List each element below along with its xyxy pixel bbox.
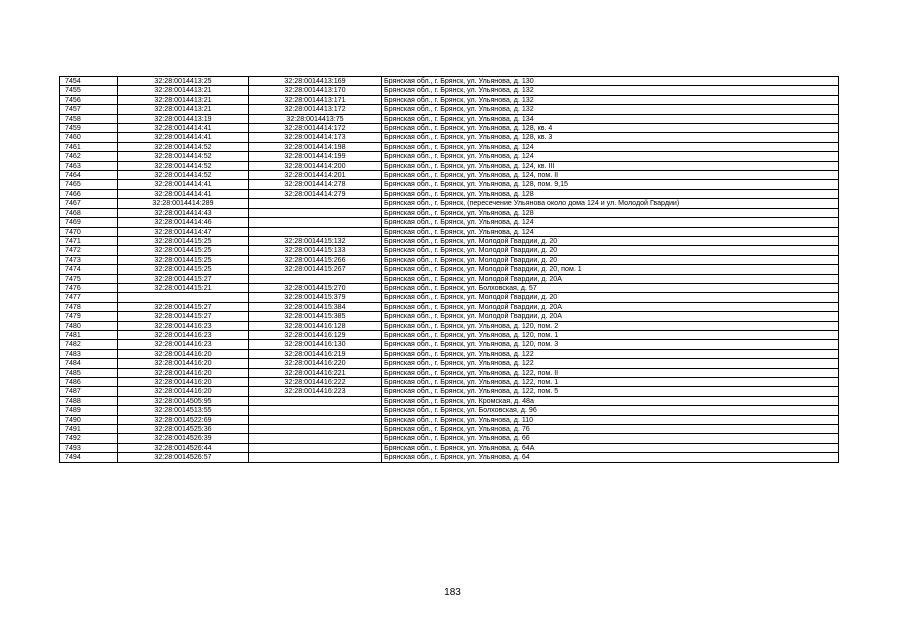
parcel-cadastral-number-cell: 32:28:0014414:41 — [118, 180, 249, 189]
row-number-cell: 7458 — [60, 114, 118, 123]
address-cell: Брянская обл., г. Брянск, ул. Кромская, д. 48а — [382, 396, 839, 405]
address-cell: Брянская обл., г. Брянск, ул. Ульянова, д. 128, пом. 9,15 — [382, 180, 839, 189]
address-cell: Брянская обл., г. Брянск, (пересечение Ульянова около дома 124 и ул. Молодой Гвардии) — [382, 199, 839, 208]
table-row — [60, 349, 839, 358]
address-cell: Брянская обл., г. Брянск, ул. Ульянова, д. 122 — [382, 359, 839, 368]
table-row — [60, 171, 839, 180]
parcel-cadastral-number-cell: 32:28:0014505:95 — [118, 396, 249, 405]
object-cadastral-number-cell: 32:28:0014414:173 — [249, 133, 382, 142]
row-number-cell: 7473 — [60, 255, 118, 264]
object-cadastral-number-cell: 32:28:0014415:132 — [249, 236, 382, 245]
row-number-cell: 7467 — [60, 199, 118, 208]
table-row — [60, 434, 839, 443]
object-cadastral-number-cell: 32:28:0014416:219 — [249, 349, 382, 358]
row-number-cell: 7455 — [60, 86, 118, 95]
object-cadastral-number-cell: 32:28:0014414:172 — [249, 124, 382, 133]
object-cadastral-number-cell: 32:28:0014415:384 — [249, 302, 382, 311]
parcel-cadastral-number-cell: 32:28:0014416:23 — [118, 330, 249, 339]
table-row — [60, 443, 839, 452]
address-cell: Брянская обл., г. Брянск, ул. Ульянова, д. 124, пом. II — [382, 171, 839, 180]
row-number-cell: 7494 — [60, 453, 118, 462]
row-number-cell: 7475 — [60, 274, 118, 283]
parcel-cadastral-number-cell: 32:28:0014415:27 — [118, 302, 249, 311]
parcel-cadastral-number-cell: 32:28:0014526:39 — [118, 434, 249, 443]
table-row — [60, 142, 839, 151]
parcel-cadastral-number-cell: 32:28:0014416:20 — [118, 359, 249, 368]
address-cell: Брянская обл., г. Брянск, ул. Ульянова, д. 128, кв. 4 — [382, 124, 839, 133]
address-cell: Брянская обл., г. Брянск, ул. Ульянова, д. 120, пом. 2 — [382, 321, 839, 330]
parcel-cadastral-number-cell: 32:28:0014413:25 — [118, 77, 249, 86]
row-number-cell: 7457 — [60, 105, 118, 114]
parcel-cadastral-number-cell: 32:28:0014415:27 — [118, 274, 249, 283]
object-cadastral-number-cell — [249, 199, 382, 208]
object-cadastral-number-cell — [249, 425, 382, 434]
table-row — [60, 255, 839, 264]
object-cadastral-number-cell: 32:28:0014414:200 — [249, 161, 382, 170]
table-row — [60, 114, 839, 123]
address-cell: Брянская обл., г. Брянск, ул. Ульянова, д. 132 — [382, 86, 839, 95]
parcel-cadastral-number-cell: 32:28:0014414:41 — [118, 189, 249, 198]
address-cell: Брянская обл., г. Брянск, ул. Молодой Гвардии, д. 20 — [382, 246, 839, 255]
table-row — [60, 293, 839, 302]
table-row — [60, 133, 839, 142]
object-cadastral-number-cell: 32:28:0014413:75 — [249, 114, 382, 123]
parcel-cadastral-number-cell: 32:28:0014413:21 — [118, 105, 249, 114]
row-number-cell: 7479 — [60, 312, 118, 321]
row-number-cell: 7471 — [60, 236, 118, 245]
object-cadastral-number-cell — [249, 218, 382, 227]
parcel-cadastral-number-cell: 32:28:0014414:41 — [118, 133, 249, 142]
parcel-cadastral-number-cell: 32:28:0014415:25 — [118, 236, 249, 245]
object-cadastral-number-cell: 32:28:0014414:198 — [249, 142, 382, 151]
address-cell: Брянская обл., г. Брянск, ул. Молодой Гвардии, д. 20А — [382, 274, 839, 283]
address-cell: Брянская обл., г. Брянск, ул. Ульянова, д. 124, кв. III — [382, 161, 839, 170]
table-row — [60, 105, 839, 114]
address-cell: Брянская обл., г. Брянск, ул. Ульянова, д. 128 — [382, 189, 839, 198]
object-cadastral-number-cell: 32:28:0014416:220 — [249, 359, 382, 368]
address-cell: Брянская обл., г. Брянск, ул. Болховская, д. 57 — [382, 283, 839, 292]
parcel-cadastral-number-cell: 32:28:0014513:55 — [118, 406, 249, 415]
object-cadastral-number-cell — [249, 208, 382, 217]
object-cadastral-number-cell: 32:28:0014416:130 — [249, 340, 382, 349]
parcel-cadastral-number-cell: 32:28:0014415:25 — [118, 265, 249, 274]
parcel-cadastral-number-cell: 32:28:0014414:46 — [118, 218, 249, 227]
parcel-cadastral-number-cell: 32:28:0014415:25 — [118, 255, 249, 264]
parcel-cadastral-number-cell: 32:28:0014414:52 — [118, 142, 249, 151]
parcel-cadastral-number-cell: 32:28:0014416:23 — [118, 340, 249, 349]
row-number-cell: 7460 — [60, 133, 118, 142]
address-cell: Брянская обл., г. Брянск, ул. Молодой Гвардии, д. 20А — [382, 312, 839, 321]
row-number-cell: 7486 — [60, 378, 118, 387]
table-row — [60, 425, 839, 434]
parcel-cadastral-number-cell: 32:28:0014414:41 — [118, 124, 249, 133]
object-cadastral-number-cell: 32:28:0014416:222 — [249, 378, 382, 387]
row-number-cell: 7474 — [60, 265, 118, 274]
object-cadastral-number-cell: 32:28:0014415:379 — [249, 293, 382, 302]
table-row — [60, 453, 839, 462]
row-number-cell: 7482 — [60, 340, 118, 349]
table-row — [60, 368, 839, 377]
object-cadastral-number-cell — [249, 396, 382, 405]
row-number-cell: 7472 — [60, 246, 118, 255]
object-cadastral-number-cell — [249, 443, 382, 452]
table-row — [60, 208, 839, 217]
parcel-cadastral-number-cell: 32:28:0014416:20 — [118, 387, 249, 396]
address-cell: Брянская обл., г. Брянск, ул. Ульянова, д. 128, кв. 3 — [382, 133, 839, 142]
object-cadastral-number-cell: 32:28:0014413:170 — [249, 86, 382, 95]
object-cadastral-number-cell: 32:28:0014415:270 — [249, 283, 382, 292]
row-number-cell: 7463 — [60, 161, 118, 170]
table-row — [60, 378, 839, 387]
table-row — [60, 124, 839, 133]
object-cadastral-number-cell: 32:28:0014415:267 — [249, 265, 382, 274]
table-row — [60, 330, 839, 339]
table-row — [60, 396, 839, 405]
table-row — [60, 199, 839, 208]
object-cadastral-number-cell — [249, 453, 382, 462]
parcel-cadastral-number-cell — [118, 293, 249, 302]
table-row — [60, 189, 839, 198]
parcel-cadastral-number-cell: 32:28:0014525:36 — [118, 425, 249, 434]
table-row — [60, 86, 839, 95]
registry-table-body — [60, 77, 839, 463]
row-number-cell: 7465 — [60, 180, 118, 189]
address-cell: Брянская обл., г. Брянск, ул. Ульянова, д. 132 — [382, 95, 839, 104]
row-number-cell: 7483 — [60, 349, 118, 358]
address-cell: Брянская обл., г. Брянск, ул. Ульянова, д. 124 — [382, 227, 839, 236]
table-row — [60, 312, 839, 321]
row-number-cell: 7489 — [60, 406, 118, 415]
object-cadastral-number-cell: 32:28:0014415:385 — [249, 312, 382, 321]
object-cadastral-number-cell: 32:28:0014414:201 — [249, 171, 382, 180]
parcel-cadastral-number-cell: 32:28:0014413:19 — [118, 114, 249, 123]
parcel-cadastral-number-cell: 32:28:0014526:57 — [118, 453, 249, 462]
parcel-cadastral-number-cell: 32:28:0014413:21 — [118, 95, 249, 104]
object-cadastral-number-cell — [249, 274, 382, 283]
address-cell: Брянская обл., г. Брянск, ул. Ульянова, д. 132 — [382, 105, 839, 114]
row-number-cell: 7462 — [60, 152, 118, 161]
address-cell: Брянская обл., г. Брянск, ул. Ульянова, д. 124 — [382, 152, 839, 161]
row-number-cell: 7487 — [60, 387, 118, 396]
object-cadastral-number-cell: 32:28:0014416:223 — [249, 387, 382, 396]
object-cadastral-number-cell — [249, 434, 382, 443]
table-row — [60, 152, 839, 161]
object-cadastral-number-cell: 32:28:0014415:266 — [249, 255, 382, 264]
address-cell: Брянская обл., г. Брянск, ул. Болховская, д. 96 — [382, 406, 839, 415]
registry-table — [59, 76, 839, 463]
page-number: 183 — [444, 587, 461, 598]
address-cell: Брянская обл., г. Брянск, ул. Ульянова, д. 122, пом. 5 — [382, 387, 839, 396]
parcel-cadastral-number-cell: 32:28:0014414:43 — [118, 208, 249, 217]
row-number-cell: 7469 — [60, 218, 118, 227]
address-cell: Брянская обл., г. Брянск, ул. Ульянова, д. 120, пом. 3 — [382, 340, 839, 349]
table-row — [60, 283, 839, 292]
row-number-cell: 7476 — [60, 283, 118, 292]
address-cell: Брянская обл., г. Брянск, ул. Ульянова, д. 122 — [382, 349, 839, 358]
parcel-cadastral-number-cell: 32:28:0014414:52 — [118, 152, 249, 161]
table-row — [60, 359, 839, 368]
table-row — [60, 340, 839, 349]
row-number-cell: 7456 — [60, 95, 118, 104]
parcel-cadastral-number-cell: 32:28:0014415:21 — [118, 283, 249, 292]
row-number-cell: 7480 — [60, 321, 118, 330]
parcel-cadastral-number-cell: 32:28:0014522:69 — [118, 415, 249, 424]
row-number-cell: 7464 — [60, 171, 118, 180]
object-cadastral-number-cell: 32:28:0014416:221 — [249, 368, 382, 377]
object-cadastral-number-cell: 32:28:0014415:133 — [249, 246, 382, 255]
row-number-cell: 7484 — [60, 359, 118, 368]
row-number-cell: 7485 — [60, 368, 118, 377]
object-cadastral-number-cell: 32:28:0014414:278 — [249, 180, 382, 189]
parcel-cadastral-number-cell: 32:28:0014416:20 — [118, 378, 249, 387]
address-cell: Брянская обл., г. Брянск, ул. Ульянова, д. 122, пом. II — [382, 368, 839, 377]
table-row — [60, 236, 839, 245]
object-cadastral-number-cell — [249, 415, 382, 424]
address-cell: Брянская обл., г. Брянск, ул. Ульянова, д. 64А — [382, 443, 839, 452]
object-cadastral-number-cell: 32:28:0014416:128 — [249, 321, 382, 330]
object-cadastral-number-cell — [249, 406, 382, 415]
object-cadastral-number-cell: 32:28:0014413:172 — [249, 105, 382, 114]
row-number-cell: 7454 — [60, 77, 118, 86]
address-cell: Брянская обл., г. Брянск, ул. Ульянова, д. 76 — [382, 425, 839, 434]
address-cell: Брянская обл., г. Брянск, ул. Молодой Гвардии, д. 20 — [382, 236, 839, 245]
object-cadastral-number-cell: 32:28:0014414:279 — [249, 189, 382, 198]
row-number-cell: 7470 — [60, 227, 118, 236]
row-number-cell: 7466 — [60, 189, 118, 198]
table-row — [60, 406, 839, 415]
object-cadastral-number-cell: 32:28:0014413:171 — [249, 95, 382, 104]
table-row — [60, 218, 839, 227]
parcel-cadastral-number-cell: 32:28:0014526:44 — [118, 443, 249, 452]
table-row — [60, 180, 839, 189]
table-row — [60, 246, 839, 255]
table-row — [60, 302, 839, 311]
table-row — [60, 77, 839, 86]
table-row — [60, 265, 839, 274]
parcel-cadastral-number-cell: 32:28:0014415:25 — [118, 246, 249, 255]
row-number-cell: 7468 — [60, 208, 118, 217]
row-number-cell: 7493 — [60, 443, 118, 452]
address-cell: Брянская обл., г. Брянск, ул. Молодой Гвардии, д. 20 — [382, 255, 839, 264]
parcel-cadastral-number-cell: 32:28:0014414:47 — [118, 227, 249, 236]
row-number-cell: 7461 — [60, 142, 118, 151]
parcel-cadastral-number-cell: 32:28:0014413:21 — [118, 86, 249, 95]
address-cell: Брянская обл., г. Брянск, ул. Ульянова, д. 66 — [382, 434, 839, 443]
address-cell: Брянская обл., г. Брянск, ул. Молодой Гвардии, д. 20 — [382, 293, 839, 302]
row-number-cell: 7478 — [60, 302, 118, 311]
table-row — [60, 415, 839, 424]
address-cell: Брянская обл., г. Брянск, ул. Ульянова, д. 128 — [382, 208, 839, 217]
address-cell: Брянская обл., г. Брянск, ул. Ульянова, д. 64 — [382, 453, 839, 462]
row-number-cell: 7488 — [60, 396, 118, 405]
table-row — [60, 274, 839, 283]
table-row — [60, 227, 839, 236]
address-cell: Брянская обл., г. Брянск, ул. Ульянова, д. 110 — [382, 415, 839, 424]
object-cadastral-number-cell — [249, 227, 382, 236]
table-row — [60, 95, 839, 104]
object-cadastral-number-cell: 32:28:0014414:199 — [249, 152, 382, 161]
row-number-cell: 7490 — [60, 415, 118, 424]
row-number-cell: 7491 — [60, 425, 118, 434]
parcel-cadastral-number-cell: 32:28:0014416:20 — [118, 368, 249, 377]
parcel-cadastral-number-cell: 32:28:0014415:27 — [118, 312, 249, 321]
parcel-cadastral-number-cell: 32:28:0014414:52 — [118, 161, 249, 170]
parcel-cadastral-number-cell: 32:28:0014414:289 — [118, 199, 249, 208]
address-cell: Брянская обл., г. Брянск, ул. Ульянова, д. 124 — [382, 218, 839, 227]
table-row — [60, 321, 839, 330]
object-cadastral-number-cell: 32:28:0014416:129 — [249, 330, 382, 339]
address-cell: Брянская обл., г. Брянск, ул. Ульянова, д. 124 — [382, 142, 839, 151]
address-cell: Брянская обл., г. Брянск, ул. Ульянова, д. 122, пом. 1 — [382, 378, 839, 387]
row-number-cell: 7459 — [60, 124, 118, 133]
row-number-cell: 7477 — [60, 293, 118, 302]
row-number-cell: 7492 — [60, 434, 118, 443]
parcel-cadastral-number-cell: 32:28:0014416:20 — [118, 349, 249, 358]
row-number-cell: 7481 — [60, 330, 118, 339]
parcel-cadastral-number-cell: 32:28:0014414:52 — [118, 171, 249, 180]
address-cell: Брянская обл., г. Брянск, ул. Молодой Гвардии, д. 20А — [382, 302, 839, 311]
address-cell: Брянская обл., г. Брянск, ул. Ульянова, д. 134 — [382, 114, 839, 123]
object-cadastral-number-cell: 32:28:0014413:169 — [249, 77, 382, 86]
address-cell: Брянская обл., г. Брянск, ул. Ульянова, д. 120, пом. 1 — [382, 330, 839, 339]
parcel-cadastral-number-cell: 32:28:0014416:23 — [118, 321, 249, 330]
address-cell: Брянская обл., г. Брянск, ул. Ульянова, д. 130 — [382, 77, 839, 86]
table-row — [60, 161, 839, 170]
address-cell: Брянская обл., г. Брянск, ул. Молодой Гвардии, д. 20, пом. 1 — [382, 265, 839, 274]
table-row — [60, 387, 839, 396]
